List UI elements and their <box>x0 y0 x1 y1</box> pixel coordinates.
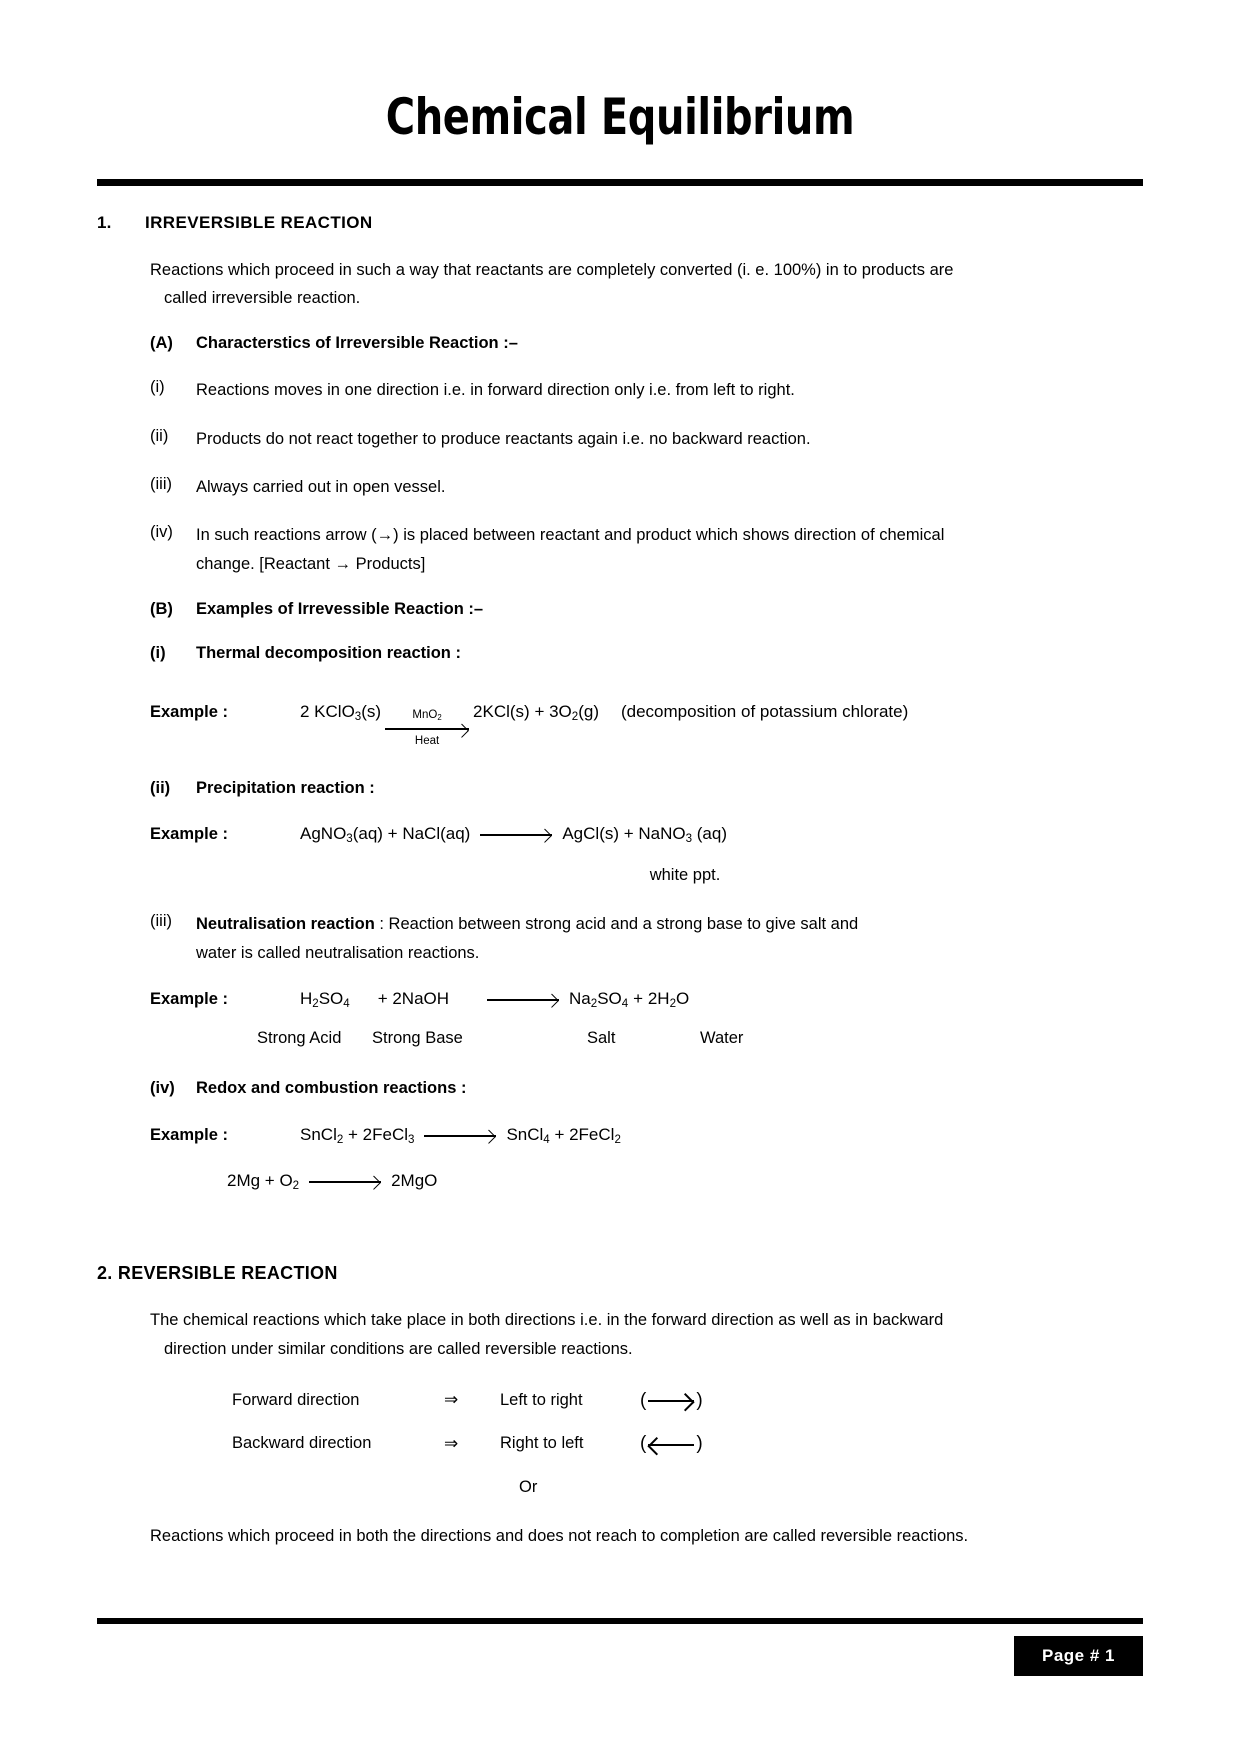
reactant-rest: (aq) + NaCl(aq) <box>352 824 471 844</box>
salt-formula-a: Na <box>569 989 591 1009</box>
product-state: (aq) <box>692 824 728 844</box>
example-thermal-decomposition <box>150 700 1143 747</box>
group-b-heading <box>150 598 1143 622</box>
right-arrow-icon <box>487 994 559 1004</box>
arrow-catalyst-label <box>412 710 441 722</box>
list-item-mark: (iv) <box>150 523 173 542</box>
subsection-iv-heading <box>150 1077 1143 1101</box>
right-arrow-icon <box>480 829 552 839</box>
section-2-heading: 2. REVERSIBLE REACTION <box>97 1263 338 1284</box>
equation-salt <box>569 987 628 1013</box>
equation-acid <box>300 987 350 1013</box>
salt-subscript-2: 4 <box>621 998 629 1011</box>
subsection-iv-mark: (iv) <box>150 1079 175 1098</box>
catalyst-subscript: 2 <box>437 713 442 723</box>
section-1-intro-line-1: Reactions which proceed in such a way that reactants are completely converted (i. e. 100%) in to products are <box>150 260 954 279</box>
subsection-iii-title: Neutralisation reaction <box>196 915 375 934</box>
list-item-text: Reactions moves in one direction i.e. in forward direction only i.e. from left to right. <box>196 381 795 400</box>
direction-name: Forward direction <box>232 1390 360 1409</box>
page-number-badge: Page # 1 <box>1014 1636 1143 1676</box>
subsection-iii-text-line-2: water is called neutralisation reactions. <box>196 943 480 962</box>
example-label: Example : <box>150 1126 228 1145</box>
list-item-line-1: In such reactions arrow (→) is placed between reactant and product which shows direction of chemical <box>196 526 945 545</box>
list-item-text <box>196 521 1143 578</box>
product-subscript: 3 <box>685 833 693 846</box>
example-neutralisation <box>150 987 1143 1013</box>
equation-reactant <box>300 700 381 726</box>
role-label-strong-base: Strong Base <box>372 1029 463 1048</box>
precipitate-note: white ppt. <box>649 866 721 885</box>
combustion-formula: 2Mg + O <box>227 1171 293 1191</box>
example-precipitation <box>150 822 1143 848</box>
list-item <box>150 521 1143 578</box>
acid-subscript-1: 2 <box>312 998 319 1011</box>
table-row <box>232 1430 1143 1458</box>
group-a-title: Characterstics of Irreversible Reaction :– <box>196 334 518 353</box>
combustion-subscript: 2 <box>292 1180 300 1193</box>
section-1-title: IRREVERSIBLE REACTION <box>145 213 373 232</box>
direction-name: Backward direction <box>232 1434 372 1453</box>
section-2-closing: Reactions which proceed in both the directions and does not reach to completion are called reversible reactions. <box>150 1526 969 1545</box>
subsection-iii-text: : Reaction between strong acid and a strong base to give salt and <box>374 915 859 934</box>
combustion-product: 2MgO <box>391 1171 438 1191</box>
example-label: Example : <box>150 825 228 844</box>
equation-water <box>628 987 689 1013</box>
water-formula-a: + 2H <box>633 989 670 1009</box>
catalyst-formula: MnO <box>412 709 438 722</box>
group-b-mark: (B) <box>150 600 173 619</box>
product-subscript-2: 2 <box>614 1134 621 1147</box>
subsection-iii-body <box>196 910 1143 967</box>
product-formula-a: SnCl <box>506 1125 544 1145</box>
reactant-subscript-2: 3 <box>408 1134 415 1147</box>
section-1-heading-row <box>97 211 1143 236</box>
list-item-mark: (i) <box>150 378 165 397</box>
product-subscript-1: 4 <box>543 1134 550 1147</box>
reactant-formula-b: + 2FeCl <box>343 1125 409 1145</box>
group-a-heading <box>150 332 1143 356</box>
subsection-i-title: Thermal decomposition reaction : <box>196 644 461 663</box>
list-item-text: Products do not react together to produce reactants again i.e. no backward reaction. <box>196 429 811 448</box>
product-formula: AgCl(s) + NaNO <box>562 824 686 844</box>
example-redox <box>150 1123 1143 1149</box>
subsection-ii-heading <box>150 777 1143 801</box>
group-a-mark: (A) <box>150 334 173 353</box>
section-1-number: 1. <box>97 213 112 232</box>
section-2-intro <box>150 1306 1143 1363</box>
equation-combustion <box>227 1169 1143 1195</box>
list-item-text: Always carried out in open vessel. <box>196 478 446 497</box>
forward-arrow-group: ( ) <box>640 1389 703 1411</box>
section-2-intro-line-1: The chemical reactions which take place in both directions i.e. in the forward direction as well as in backward <box>150 1311 944 1330</box>
document-body <box>97 211 1143 1550</box>
role-label-salt: Salt <box>587 1029 616 1048</box>
left-arrow-icon <box>648 1439 694 1450</box>
reaction-arrow-with-conditions <box>385 710 469 748</box>
salt-subscript-1: 2 <box>590 998 598 1011</box>
list-item <box>150 473 1143 501</box>
arrow-condition-label: Heat <box>414 735 440 748</box>
combustion-reactant <box>227 1169 299 1195</box>
acid-formula-a: H <box>300 989 313 1009</box>
equation-neutralisation <box>300 987 689 1013</box>
reactant-formula: 2 KClO <box>300 702 355 722</box>
product-subscript: 2 <box>571 711 579 724</box>
equation-redox <box>300 1123 621 1149</box>
equation-role-labels <box>150 1027 1143 1051</box>
equation-thermal-decomposition <box>300 700 908 747</box>
product-state: (g) <box>578 702 599 722</box>
role-label-water: Water <box>700 1029 744 1048</box>
equation-product <box>473 700 599 726</box>
list-item-line-2: change. [Reactant → Products] <box>196 554 426 573</box>
equation-base: + 2NaOH <box>377 989 450 1009</box>
right-arrow-icon <box>648 1395 694 1406</box>
equation-note: (decomposition of potassium chlorate) <box>620 702 909 722</box>
title-divider <box>97 179 1143 186</box>
subsection-iv-title: Redox and combustion reactions : <box>196 1079 467 1098</box>
example-label: Example : <box>150 990 228 1009</box>
page-title: Chemical Equilibrium <box>385 88 855 146</box>
implies-icon: ⇒ <box>444 1390 459 1410</box>
list-item-mark: (iii) <box>150 475 172 494</box>
subsection-iii-mark: (iii) <box>150 912 172 931</box>
direction-symbol <box>640 1430 760 1458</box>
reactant-subscript-1: 2 <box>336 1134 344 1147</box>
example-label: Example : <box>150 703 228 722</box>
implies-icon: ⇒ <box>444 1433 459 1453</box>
acid-subscript-2: 4 <box>343 998 350 1011</box>
reactant-formula: AgNO <box>300 824 347 844</box>
list-item-mark: (ii) <box>150 426 169 445</box>
list-item <box>150 376 1143 404</box>
right-arrow-icon <box>424 1130 496 1140</box>
section-1-intro <box>150 256 1143 313</box>
reactant-subscript: 3 <box>346 833 353 846</box>
direction-table <box>232 1387 1143 1458</box>
subsection-ii-title: Precipitation reaction : <box>196 778 375 797</box>
section-1-intro-line-2: called irreversible reaction. <box>164 289 361 308</box>
equation-precipitation <box>300 822 727 848</box>
equation-product <box>562 822 727 848</box>
section-2-intro-line-2: direction under similar conditions are called reversible reactions. <box>164 1339 633 1358</box>
water-formula-b: O <box>675 989 690 1009</box>
right-arrow-icon <box>309 1176 381 1186</box>
right-arrow-icon <box>385 724 469 733</box>
water-subscript: 2 <box>669 998 676 1011</box>
direction-symbol <box>640 1387 760 1415</box>
group-b-title: Examples of Irrevessible Reaction :– <box>196 600 484 619</box>
direction-meaning: Right to left <box>500 1434 584 1453</box>
footer-divider <box>97 1618 1143 1624</box>
reactant-formula-a: SnCl <box>300 1125 337 1145</box>
list-item <box>150 425 1143 453</box>
or-separator: Or <box>519 1477 538 1496</box>
product-formula: 2KCl(s) + 3O <box>473 702 572 722</box>
backward-arrow-group: ( ) <box>640 1433 703 1455</box>
equation-reactant <box>300 1123 414 1149</box>
subsection-i-mark: (i) <box>150 644 166 663</box>
subsection-ii-mark: (ii) <box>150 778 171 797</box>
salt-formula-b: SO <box>597 989 622 1009</box>
acid-formula-b: SO <box>318 989 344 1009</box>
subsection-iii-heading <box>150 910 1143 967</box>
equation-product <box>506 1123 620 1149</box>
subsection-i-heading <box>150 642 1143 666</box>
reactant-state: (s) <box>361 702 382 722</box>
role-label-strong-acid: Strong Acid <box>257 1029 342 1048</box>
direction-meaning: Left to right <box>500 1390 583 1409</box>
equation-reactant <box>300 822 470 848</box>
product-formula-b: + 2FeCl <box>549 1125 615 1145</box>
table-row <box>232 1387 1143 1415</box>
reactant-subscript: 3 <box>354 711 362 724</box>
